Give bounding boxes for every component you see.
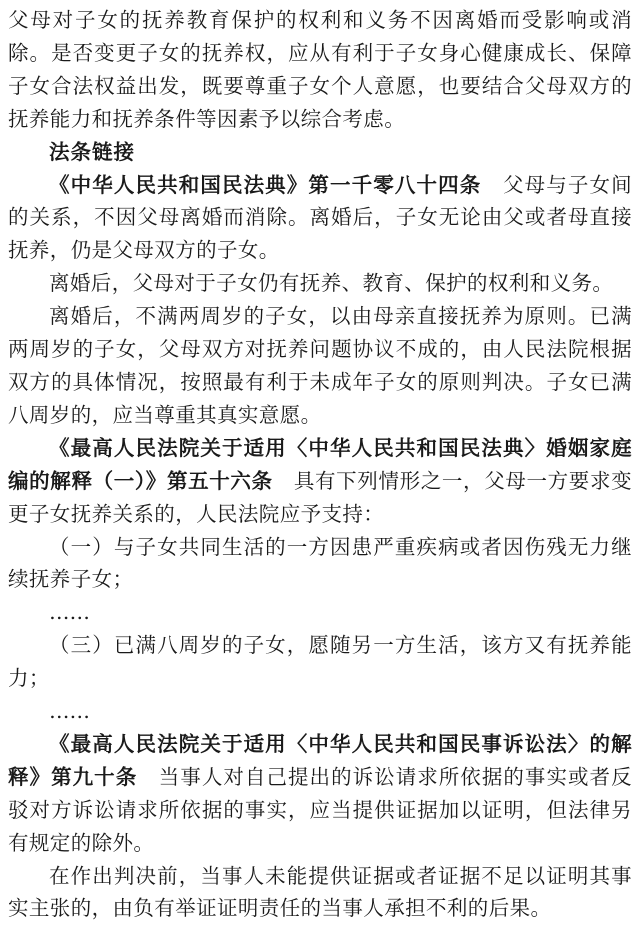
law-title: 《最高人民法院关于适用〈中华人民共和国民事诉讼法〉的解释》 xyxy=(8,731,632,789)
law-citation-civil-code xyxy=(8,169,632,268)
section-heading: 法条链接 xyxy=(49,139,135,164)
article-number: 第九十条 xyxy=(51,764,138,789)
article-item: （三）已满八周岁的子女，愿随另一方生活，该方又有抚养能力； xyxy=(8,633,632,691)
article-text: 具有下列情形之一，父母一方要求变更子女抚养关系的，人民法院应予支持： xyxy=(8,468,632,526)
article-item: （一）与子女共同生活的一方因患严重疾病或者因伤残无力继续抚养子女； xyxy=(8,534,632,592)
article-paragraph: 离婚后，父母对于子女仍有抚养、教育、保护的权利和义务。 xyxy=(49,271,614,296)
law-title: 《最高人民法院关于适用〈中华人民共和国民法典〉婚姻家庭编的解释（一）》 xyxy=(8,435,632,493)
law-citation-marriage-interpretation xyxy=(8,432,632,531)
article-paragraph: 离婚后，不满两周岁的子女，以由母亲直接抚养为原则。已满两周岁的子女，父母双方对抚养问题协议不成的，由人民法院根据双方的具体情况，按照最有利于未成年子女的原则判决。子女已满八周岁的，应当尊重其真实意愿。 xyxy=(8,304,632,427)
article-text: 当事人对自己提出的诉讼请求所依据的事实或者反驳对方诉讼请求所依据的事实，应当提供证据加以证明，但法律另有规定的除外。 xyxy=(8,764,632,855)
ellipsis: …… xyxy=(49,600,90,625)
law-citation-civil-procedure-interpretation xyxy=(8,728,632,860)
article-number: 第一千零八十四条 xyxy=(308,172,482,197)
ellipsis: …… xyxy=(49,699,90,724)
article-text: 父母与子女间的关系，不因父母离婚而消除。离婚后，子女无论由父或者母直接抚养，仍是父母双方的子女。 xyxy=(8,172,632,263)
article-paragraph: 在作出判决前，当事人未能提供证据或者证据不足以证明其事实主张的，由负有举证证明责任的当事人承担不利的后果。 xyxy=(8,863,632,921)
body-paragraph-1: 父母对子女的抚养教育保护的权利和义务不因离婚而受影响或消除。是否变更子女的抚养权，应从有利于子女身心健康成长、保障子女合法权益出发，既要尊重子女个人意愿，也要结合父母双方的抚养能力和抚养条件等因素予以综合考虑。 xyxy=(8,8,632,131)
law-title: 《中华人民共和国民法典》 xyxy=(49,172,309,197)
article-number: 第五十六条 xyxy=(166,468,273,493)
